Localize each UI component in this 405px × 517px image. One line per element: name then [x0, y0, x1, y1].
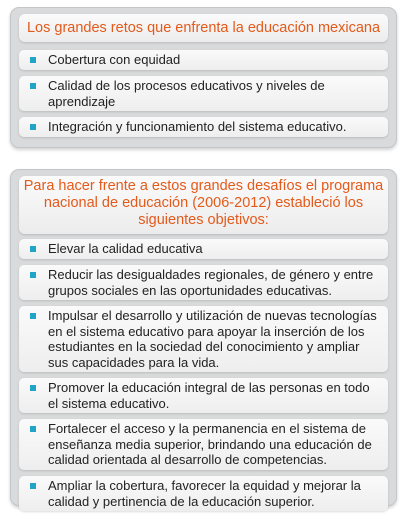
list-item-text: Ampliar la cobertura, favorecer la equidad y mejorar la calidad y pertinencia de la educación superior. [48, 478, 361, 509]
list-item-text: Cobertura con equidad [48, 52, 181, 67]
square-bullet-icon [30, 246, 36, 252]
list-item [19, 50, 388, 70]
list-item [19, 239, 388, 259]
list-item [19, 476, 388, 511]
list-item [19, 378, 388, 413]
list-item-text: Calidad de los procesos educativos y niveles de aprendizaje [48, 78, 325, 109]
list-item-text: Elevar la calidad educativa [48, 241, 203, 256]
square-bullet-icon [30, 313, 36, 319]
square-bullet-icon [30, 83, 36, 89]
list-item-text: Integración y funcionamiento del sistema educativo. [48, 119, 347, 134]
square-bullet-icon [30, 483, 36, 489]
list-item [19, 306, 388, 372]
challenges-panel [10, 7, 397, 148]
square-bullet-icon [30, 426, 36, 432]
list-item [19, 265, 388, 300]
challenges-title: Los grandes retos que enfrenta la educación mexicana [19, 14, 388, 42]
list-item-text: Impulsar el desarrollo y utilización de nuevas tecnologías en el sistema educativo para apoyar la inserción de los estudiantes en la sociedad del conocimiento y ampliar sus capacidades para la vida. [48, 308, 377, 370]
square-bullet-icon [30, 385, 36, 391]
list-item-text: Promover la educación integral de las personas en todo el sistema educativo. [48, 380, 370, 411]
list-item [19, 76, 388, 111]
list-item-text: Reducir las desigualdades regionales, de género y entre grupos sociales en las oportunidades educativas. [48, 267, 374, 298]
list-item-text: Fortalecer el acceso y la permanencia en el sistema de enseñanza media superior, brindando una educación de calidad orientada al desarrollo de competencias. [48, 421, 372, 468]
square-bullet-icon [30, 57, 36, 63]
square-bullet-icon [30, 272, 36, 278]
objectives-title: Para hacer frente a estos grandes desafíos el programa nacional de educación (2006-2012) estableció los siguientes objetivos: [19, 176, 388, 234]
list-item [19, 419, 388, 470]
list-item [19, 117, 388, 137]
objectives-panel [10, 169, 397, 509]
square-bullet-icon [30, 124, 36, 130]
objectives-list [19, 239, 388, 517]
challenges-list [19, 50, 388, 143]
